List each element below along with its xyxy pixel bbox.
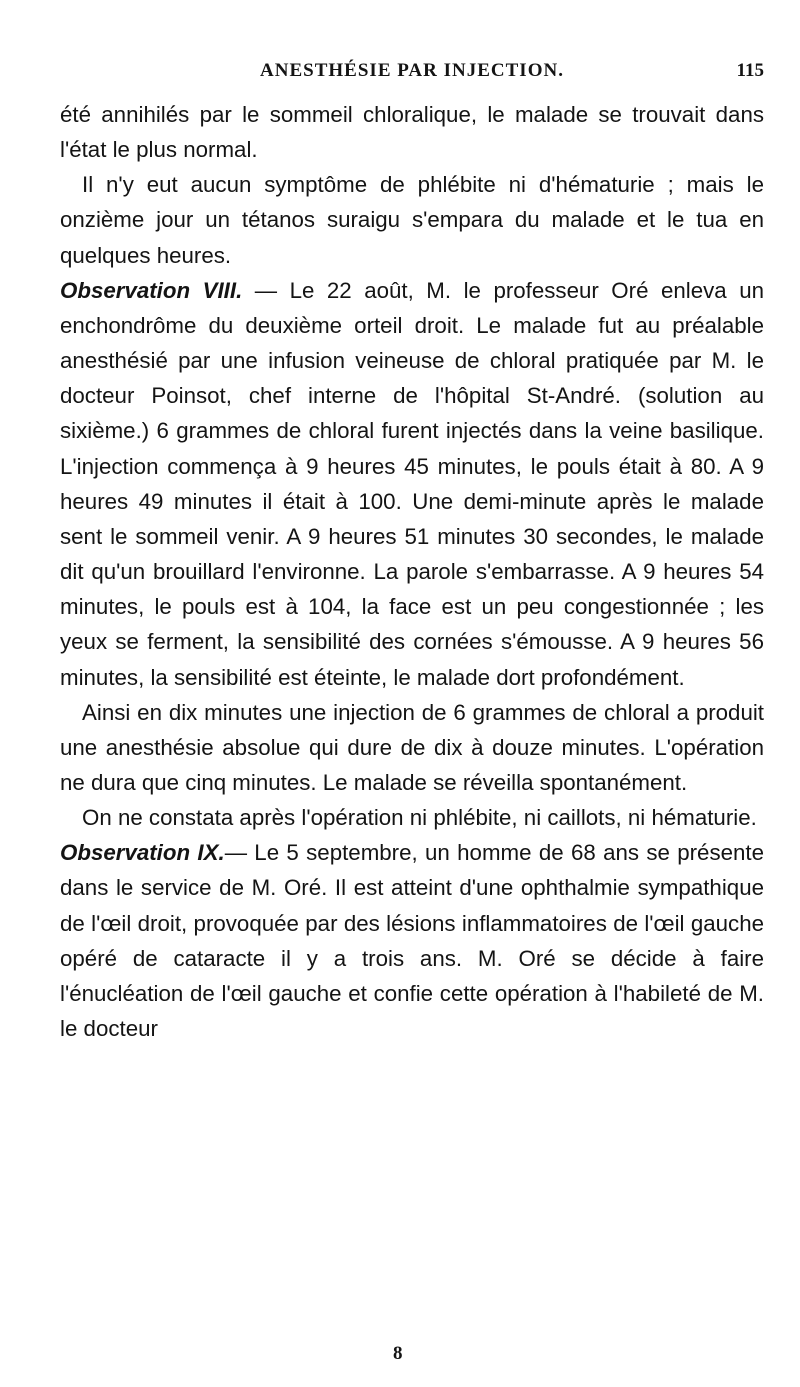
paragraph-summary: Ainsi en dix minutes une injection de 6 grammes de chloral a produit une anesthésie absolue qui dure de dix à douze minutes. L'opération ne dura que cinq minutes. Le malade se réveilla spontanément.	[60, 699, 764, 795]
running-title: ANESTHÉSIE PAR INJECTION.	[260, 60, 564, 81]
page-number: 115	[736, 60, 764, 81]
paragraph-observation-9	[60, 835, 764, 1046]
observation-8-heading: Observation VIII.	[60, 277, 243, 303]
body-text	[60, 97, 764, 1046]
signature-mark: 8	[393, 1343, 403, 1364]
paragraph-observation-8	[60, 273, 764, 695]
observation-9-heading: Observation IX.	[60, 840, 225, 866]
running-head	[60, 60, 764, 90]
observation-9-text: — Le 5 septembre, un homme de 68 ans se présente dans le service de M. Oré. Il est atteint d'une ophthalmie sympathique de l'œil droit, provoquée par des lésions inflammatoires de l'œil gauche opéré de cataracte il y a trois ans. M. Oré se décide à faire l'énucléation de l'œil gauche et confie cette opération à l'habileté de M. le docteur	[60, 840, 764, 1042]
observation-8-text: — Le 22 août, M. le professeur Oré enleva un enchondrôme du deuxième orteil droit. Le malade fut au préalable anesthésié par une infusion veineuse de chloral pratiquée par M. le docteur Poinsot, chef interne de l'hôpital St-André. (solution au sixième.) 6 grammes de chloral furent injectés dans la veine basilique. L'injection commença à 9 heures 45 minutes, le pouls était à 80. A 9 heures 49 minutes il était à 100. Une demi-minute après le malade sent le sommeil venir. A 9 heures 51 minutes 30 secondes, le malade dit qu'un brouillard l'environne. La parole s'embarrasse. A 9 heures 54 minutes, le pouls est à 104, la face est un peu congestionnée ; les yeux se ferment, la sensibilité des cornées s'émousse. A 9 heures 56 minutes, la sensibilité est éteinte, le malade dort profondément.	[60, 277, 764, 690]
paragraph-continuation: été annihilés par le sommeil chloralique, le malade se trouvait dans l'état le plus normal.	[60, 102, 764, 163]
paragraph-post-operation: On ne constata après l'opération ni phlébite, ni caillots, ni hématurie.	[82, 805, 757, 831]
paragraph-no-phlebitis: Il n'y eut aucun symptôme de phlébite ni d'hématurie ; mais le onzième jour un tétanos suraigu s'empara du malade et le tua en quelques heures.	[60, 172, 764, 268]
